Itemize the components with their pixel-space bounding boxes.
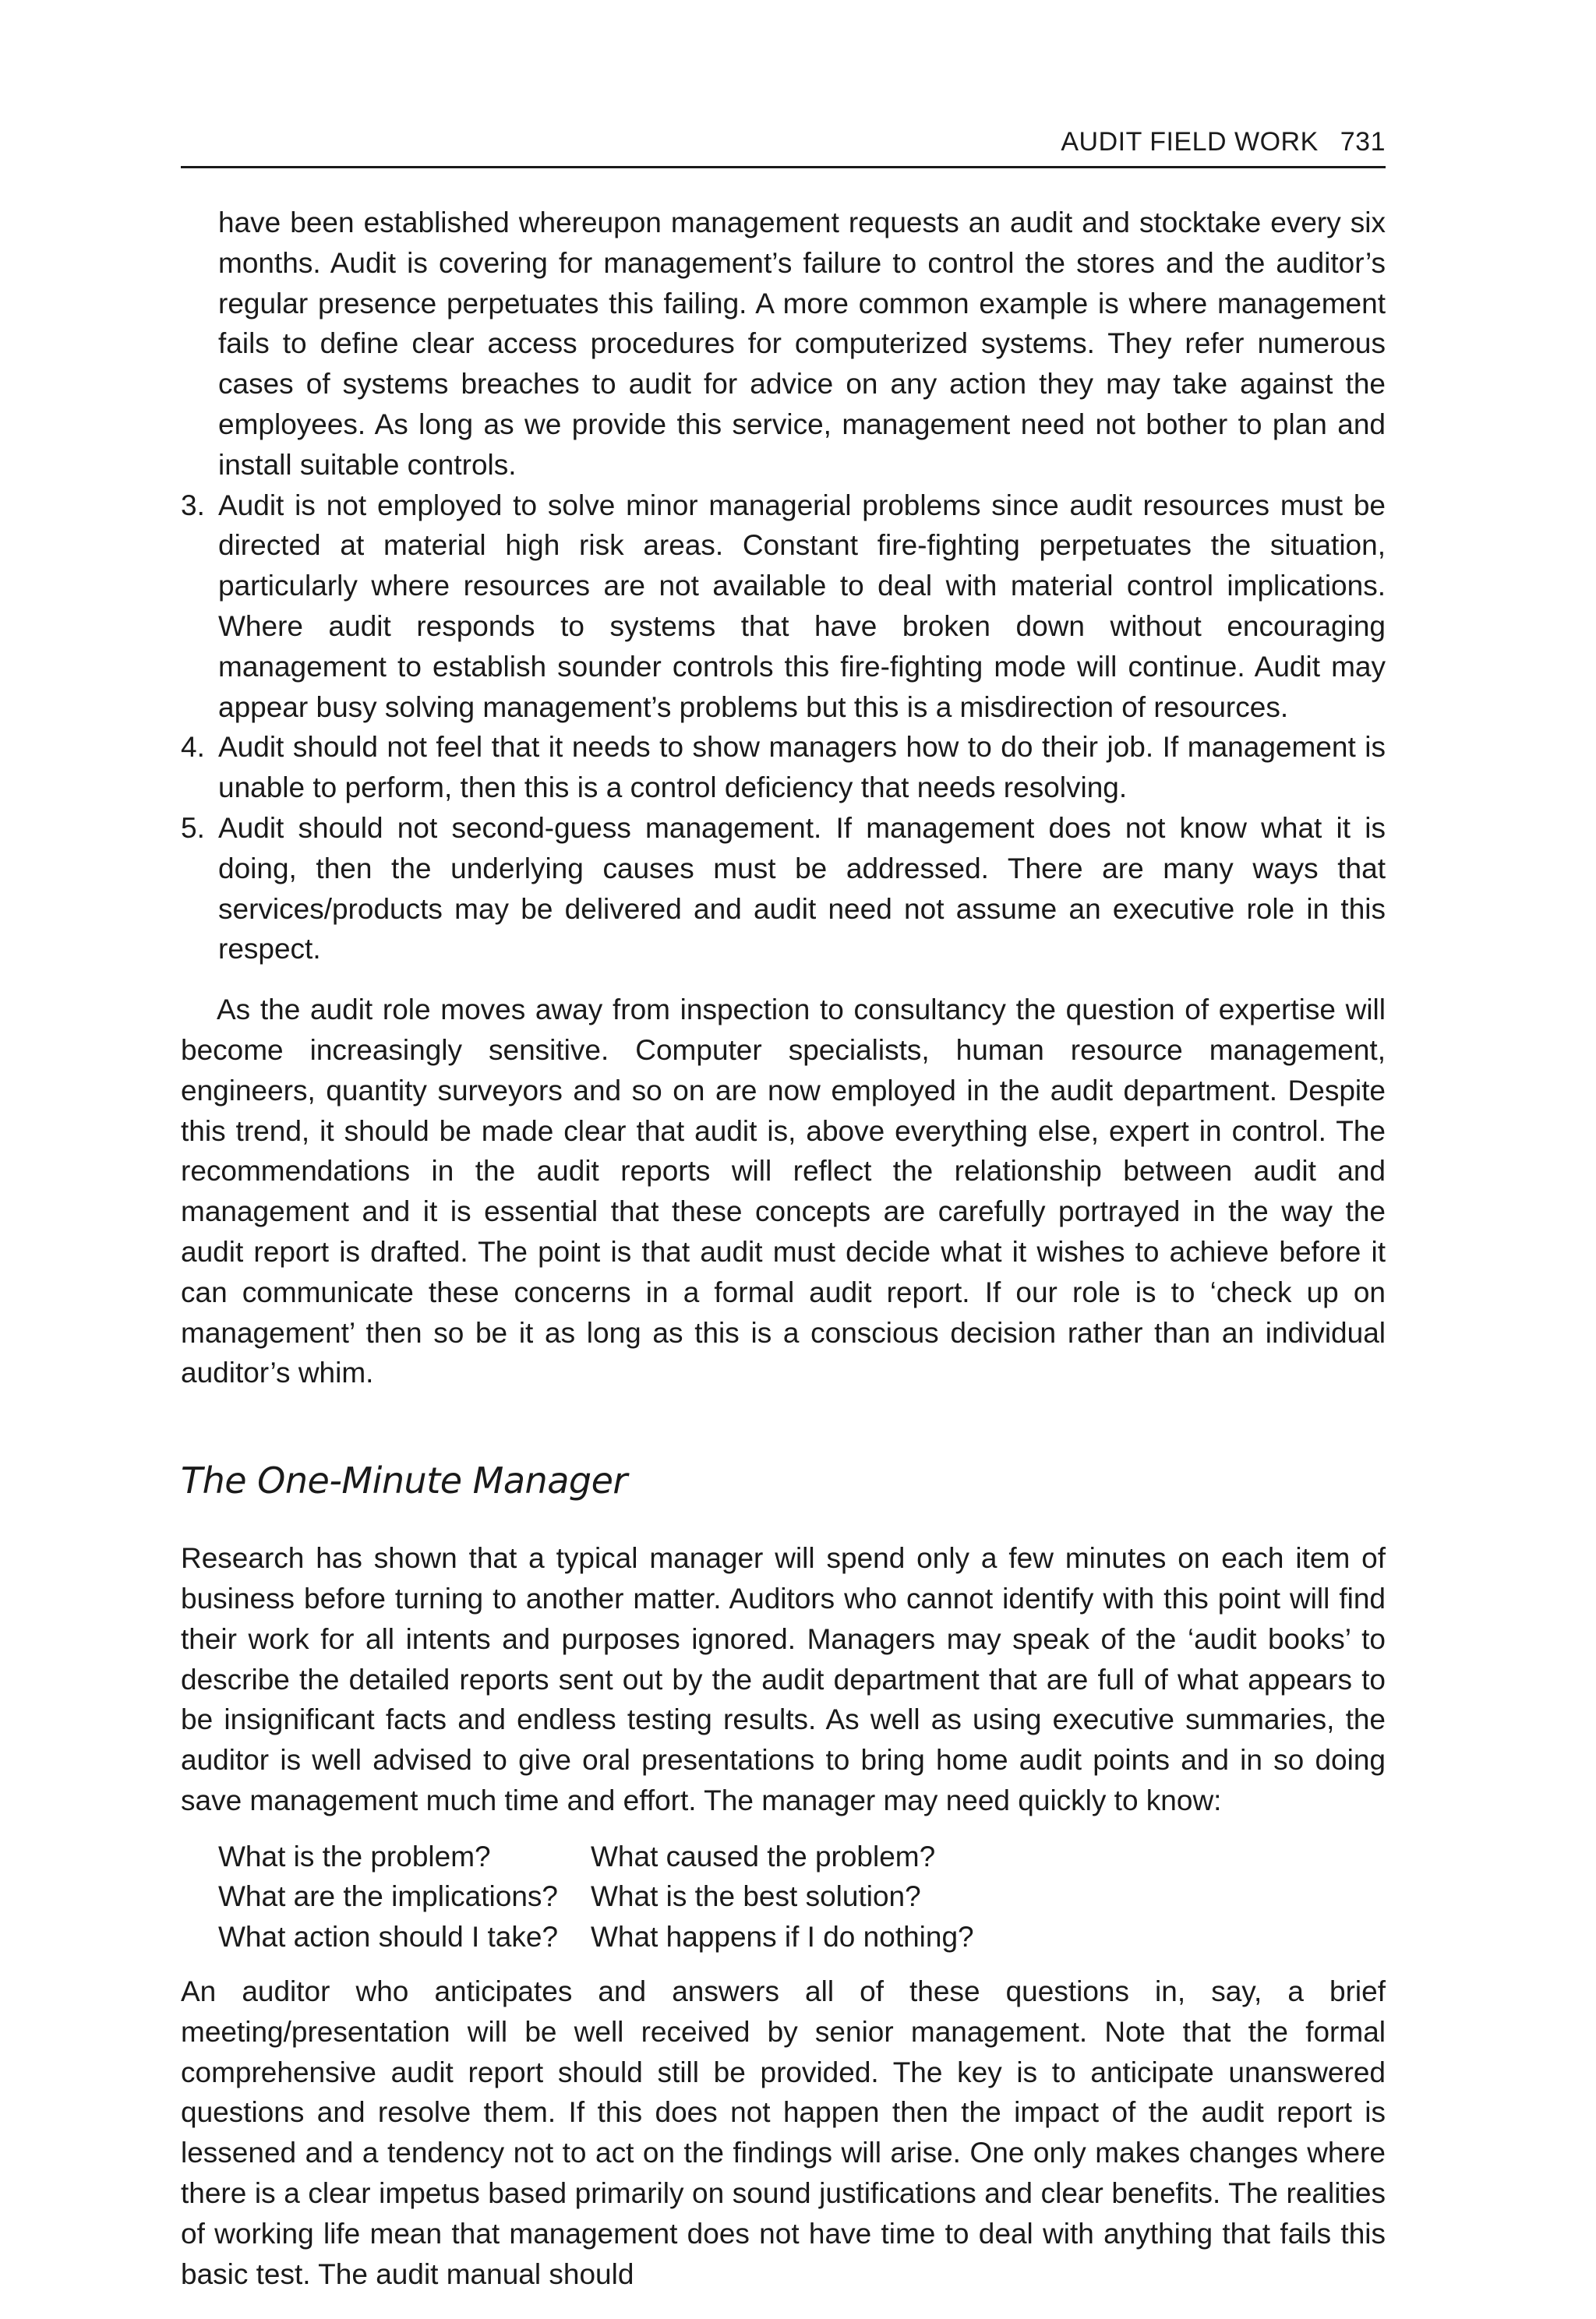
- question-item: What are the implications?: [218, 1880, 558, 1913]
- list-item: [181, 808, 1386, 969]
- list-item-number: 3.: [181, 489, 205, 521]
- page-number: 731: [1340, 127, 1386, 157]
- running-header: [181, 118, 1386, 165]
- list-item-text: Audit should not feel that it needs to show managers how to do their job. If management is unable to perform, then this is a control deficiency that needs resolving.: [218, 731, 1386, 804]
- question-item: What is the problem?: [218, 1840, 491, 1872]
- list-item-text: Audit should not second-guess management. If management does not know what it is doing, then the underlying causes must be addressed. There are many ways that services/products may be delivered and audit need not assume an executive role in this respect.: [218, 811, 1386, 965]
- list-item-number: 5.: [181, 811, 205, 844]
- list-item: [181, 485, 1386, 728]
- question-item: What happens if I do nothing?: [591, 1921, 974, 1954]
- research-paragraph: Research has shown that a typical manager will spend only a few minutes on each item of business before turning to another matter. Auditors who cannot identify with this point will find their work for all intents and purposes ignored. Managers may speak of the ‘audit books’ to describe the detailed reports sent out by the audit department that are full of what appears to be insignificant facts and endless testing results. As well as using executive summaries, the auditor is well advised to give oral presentations to bring home audit points and in so doing save management much time and effort. The manager may need quickly to know:: [181, 1542, 1386, 1816]
- list-item-number: 4.: [181, 731, 205, 764]
- header-rule: [181, 166, 1386, 168]
- header-title: AUDIT FIELD WORK: [1061, 127, 1319, 157]
- section-heading: The One-Minute Manager: [181, 1460, 627, 1502]
- numbered-list: [181, 485, 1386, 970]
- manager-questions: [218, 1837, 1386, 1957]
- list-item-text: Audit is not employed to solve minor managerial problems since audit resources must be directed at material high risk areas. Constant fire-fighting perpetuates the situation, particularly where resources are not available to deal with material control implications. Where audit responds to systems that have broken down without encouraging management to establish sounder controls this fire-fighting mode will continue. Audit may appear busy solving management’s problems but this is a misdirection of resources.: [218, 489, 1386, 723]
- list-item: [181, 727, 1386, 808]
- auditor-paragraph: An auditor who anticipates and answers all of these questions in, say, a brief meeting/presentation will be well received by senior management. Note that the formal comprehensive audit report should still be provided. The key is to anticipate unanswered questions and resolve them. If this does not happen then the impact of the audit report is lessened and a tendency not to act on the findings will arise. One only makes changes where there is a clear impetus based primarily on sound justifications and clear benefits. The realities of working life mean that management does not have time to deal with anything that fails this basic test. The audit manual should: [181, 1975, 1386, 2290]
- body-text: [181, 203, 1386, 2294]
- expertise-paragraph: As the audit role moves away from inspection to consultancy the question of expertise will become increasingly sensitive. Computer specialists, human resource management, engineers, quantity surveyors and so on are now employed in the audit department. Despite this trend, it should be made clear that audit is, above everything else, expert in control. The recommendations in the audit reports will reflect the relationship between audit and management and it is essential that these concepts are carefully portrayed in the way the audit report is drafted. The point is that audit must decide what it wishes to achieve before it can communicate these concerns in a formal audit report. If our role is to ‘check up on management’ then so be it as long as this is a conscious decision rather than an individual auditor’s whim.: [181, 994, 1386, 1389]
- continued-list-paragraph: have been established whereupon management requests an audit and stocktake every six months. Audit is covering for management’s failure to control the stores and the auditor’s regular presence perpetuates this failing. A more common example is where management fails to define clear access procedures for computerized systems. They refer numerous cases of systems breaches to audit for advice on any action they may take against the employees. As long as we provide this service, management need not bother to plan and install suitable controls.: [218, 206, 1386, 481]
- question-item: What is the best solution?: [591, 1880, 921, 1913]
- question-item: What caused the problem?: [591, 1840, 936, 1872]
- question-item: What action should I take?: [218, 1921, 559, 1954]
